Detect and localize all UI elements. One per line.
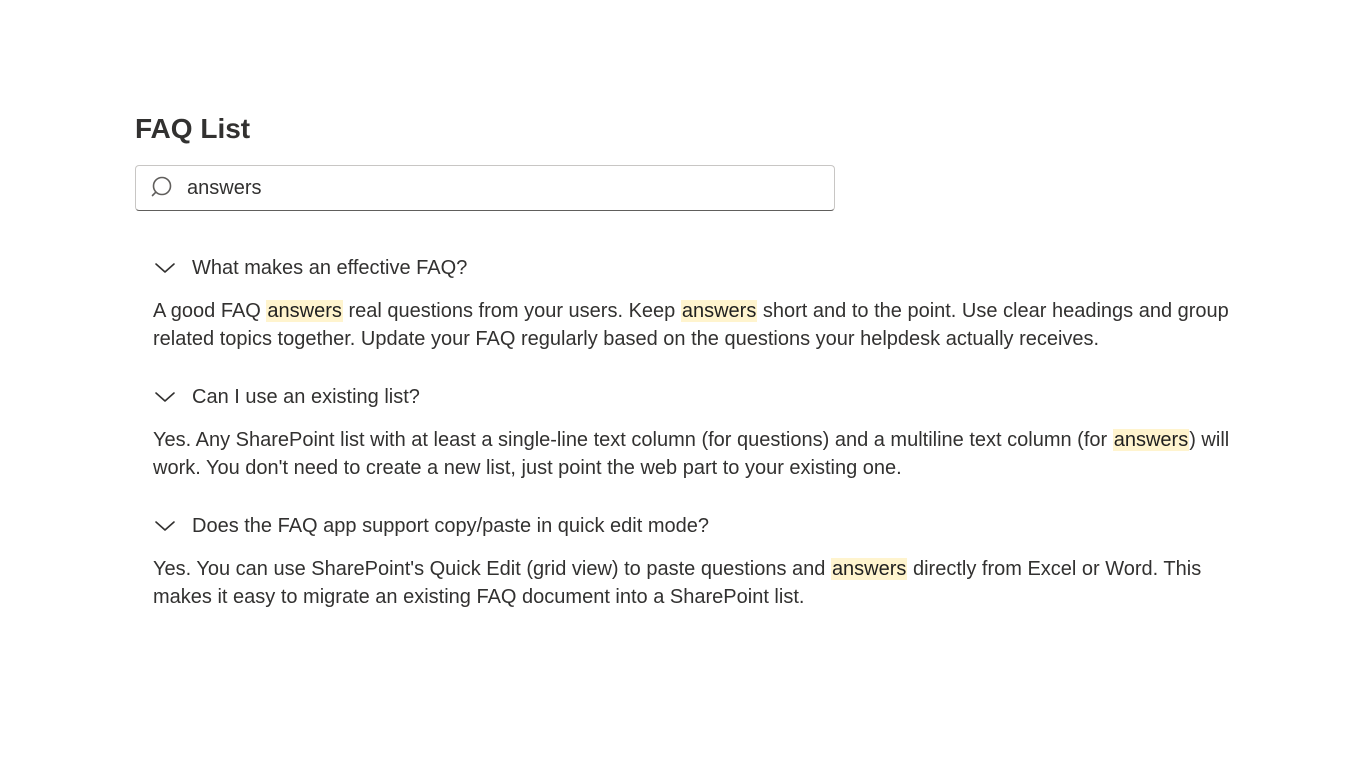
- answer-text: Yes. Any SharePoint list with at least a single-line text column (for questions) and a multiline text column (for: [153, 429, 1113, 451]
- faq-answer: [153, 426, 1243, 482]
- faq-item: [153, 508, 1243, 611]
- search-box[interactable]: [135, 165, 835, 211]
- chevron-down-icon[interactable]: [153, 514, 177, 538]
- faq-answer: [153, 555, 1243, 611]
- answer-text: ) will work. You don't need to create a new list, just point the web part to your existing one.: [153, 429, 1230, 479]
- faq-question-text: What makes an effective FAQ?: [192, 257, 468, 279]
- page-title: FAQ List: [135, 113, 251, 144]
- faq-question-toggle[interactable]: [153, 508, 1243, 544]
- answer-text: Yes. You can use SharePoint's Quick Edit (grid view) to paste questions and: [153, 558, 831, 580]
- faq-answer: [153, 297, 1243, 353]
- search-highlight: answers: [1113, 429, 1189, 451]
- chevron-down-icon[interactable]: [153, 385, 177, 409]
- faq-question-toggle[interactable]: [153, 250, 1243, 286]
- faq-question-toggle[interactable]: [153, 379, 1243, 415]
- answer-text: A good FAQ: [153, 300, 267, 322]
- search-input[interactable]: [187, 168, 807, 208]
- answer-text: short and to the point. Use clear headings and group related topics together. Update your FAQ regularly based on the questions your helpdesk actually receives.: [153, 300, 1229, 350]
- faq-item: [153, 379, 1243, 482]
- faq-question-text: Can I use an existing list?: [192, 386, 420, 408]
- answer-text: directly from Excel or Word. This makes it easy to migrate an existing FAQ document into a SharePoint list.: [153, 558, 1202, 608]
- search-highlight: answers: [681, 300, 757, 322]
- search-highlight: answers: [831, 558, 907, 580]
- search-highlight: answers: [267, 300, 342, 322]
- chevron-down-icon[interactable]: [153, 256, 177, 280]
- faq-question-text: Does the FAQ app support copy/paste in quick edit mode?: [192, 515, 709, 537]
- search-icon: [151, 175, 177, 201]
- answer-text: real questions from your users. Keep: [342, 300, 681, 322]
- faq-item: [153, 250, 1243, 353]
- faq-list: [153, 250, 1243, 637]
